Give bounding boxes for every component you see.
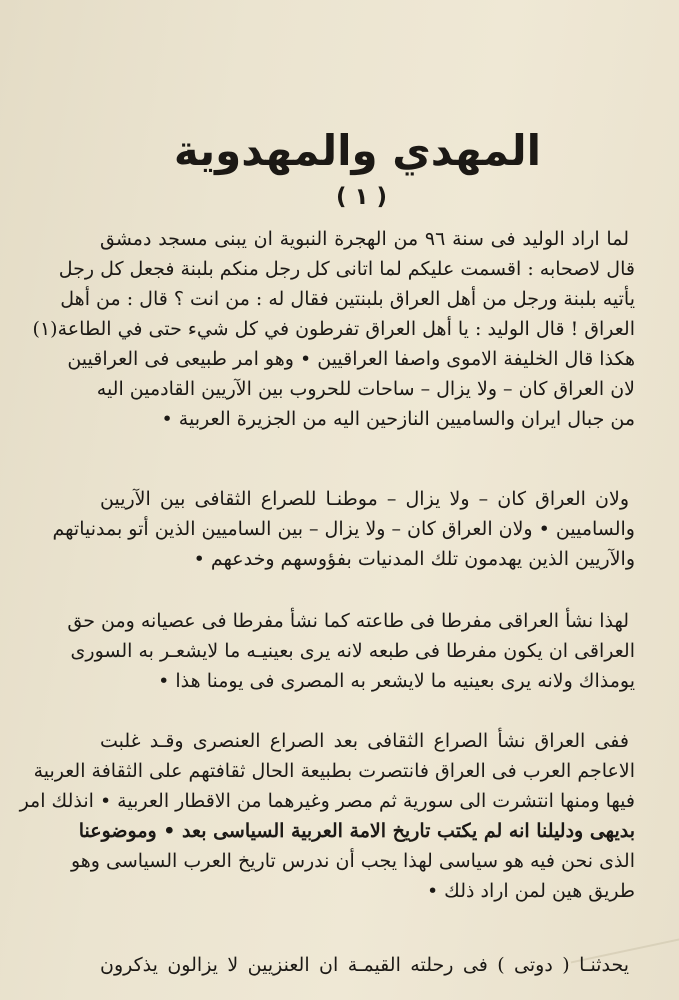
text-line: العراقى ان يكون مفرطا فى طبعه لانه يرى بعينيـه ما لايشعـر به السورى bbox=[70, 640, 635, 662]
text-line: الذى نحن فيه هو سياسى لهذا يجب أن ندرس تاريخ العرب السياسى وهو bbox=[70, 850, 635, 872]
text-line: قال لاصحابه : اقسمت عليكم لما اتانى كل رجل منكم بلبنة فجعل كل رجل bbox=[58, 258, 635, 280]
paragraph-3 bbox=[67, 606, 635, 696]
text-line: لما اراد الوليد فى سنة ٩٦ من الهجرة النبوية ان يبنى مسجد دمشق bbox=[100, 228, 629, 250]
paragraph-5 bbox=[100, 950, 635, 980]
text-line: ففى العراق نشأ الصراع الثقافى بعد الصراع العنصرى وقـد غلبت bbox=[100, 730, 629, 752]
text-line: هكذا قال الخليفة الاموى واصفا العراقيين • وهو امر طبيعى فى العراقيين bbox=[67, 348, 635, 370]
chapter-number: ( ١ ) bbox=[335, 184, 388, 210]
text-line: ولان العراق كان – ولا يزال – موطنـا للصراع الثقافى بين الآريين bbox=[100, 488, 629, 510]
chapter-title: المهدي والمهدوية bbox=[173, 126, 542, 175]
text-line: بديهى ودليلنا انه لم يكتب تاريخ الامة العربية السياسى بعد • وموضوعنا bbox=[78, 820, 635, 842]
paragraph-2 bbox=[52, 484, 635, 574]
text-line: لان العراق كان – ولا يزال – ساحات للحروب بين الآريين القادمين اليه bbox=[96, 378, 635, 400]
text-line: يحدثنـا ( دوتى ) فى رحلته القيمـة ان العنزيين لا يزالون يذكرون bbox=[100, 954, 629, 976]
text-line: طريق هين لمن اراد ذلك • bbox=[426, 880, 635, 902]
text-line: يأتيه بلبنة ورجل من أهل العراق بلبنتين فقال له : من انت ؟ قال : من أهل bbox=[60, 288, 635, 310]
paragraph-1 bbox=[32, 224, 635, 434]
text-line: يومذاك ولانه يرى بعينيه ما لايشعر به المصرى فى يومنا هذا • bbox=[158, 670, 635, 692]
text-line: من جبال ايران والساميين النازحين اليه من الجزيرة العربية • bbox=[161, 408, 635, 430]
text-line: العراق ! قال الوليد : يا أهل العراق تفرطون في كل شيء حتى في الطاعة(١) bbox=[32, 318, 635, 340]
paragraph-4 bbox=[19, 726, 635, 906]
text-line: الاعاجم العرب فى العراق فانتصرت بطبيعة الحال ثقافتهم على الثقافة العربية bbox=[33, 760, 635, 782]
text-line: والساميين • ولان العراق كان – ولا يزال – بين الساميين الذين أتو بمدنياتهم bbox=[52, 518, 635, 540]
text-line: والآريين الذين يهدمون تلك المدنيات بفؤوسهم وخدعهم • bbox=[193, 548, 635, 570]
text-line: فيها ومنها انتشرت الى سورية ثم مصر وغيرهما من الاقطار العربية • انذلك امر bbox=[19, 790, 635, 812]
text-line: لهذا نشأ العراقى مفرطا فى طاعته كما نشأ مفرطا فى عصيانه ومن حق bbox=[67, 610, 629, 632]
